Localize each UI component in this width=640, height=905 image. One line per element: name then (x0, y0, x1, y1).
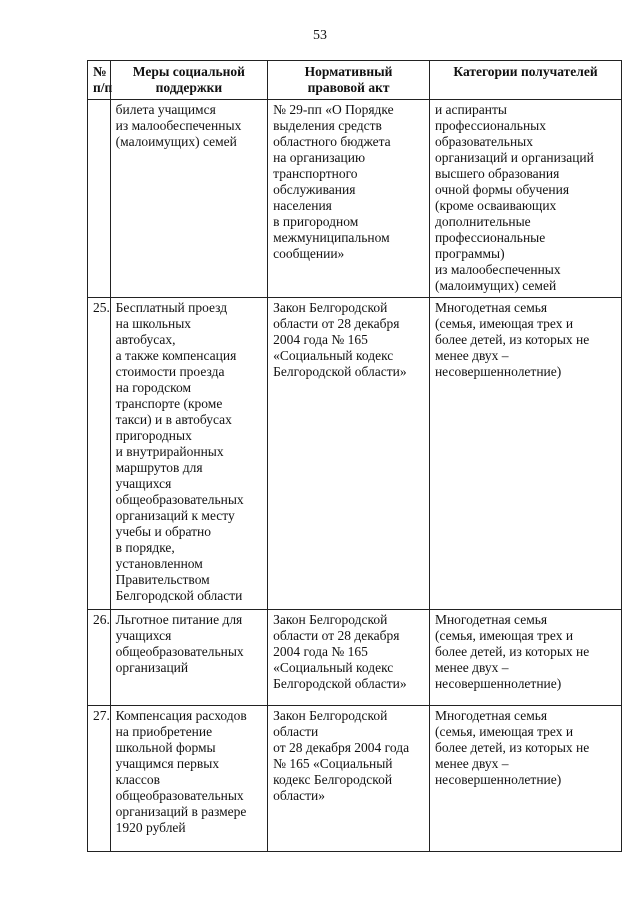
legal-act-cell (268, 610, 430, 706)
cell-text-line: области от 28 декабря (273, 316, 400, 331)
table-row (88, 610, 622, 706)
cell-text-line: транспортного (273, 166, 358, 181)
cell-text-line: 2004 года № 165 (273, 332, 368, 347)
cell-text-line: транспорте (кроме (115, 396, 223, 411)
cell-text-line: организаций (115, 660, 189, 675)
legal-act-cell (268, 298, 430, 610)
cell-text-line: и аспиранты (434, 102, 507, 117)
cell-text-line: несовершеннолетние) (434, 676, 562, 691)
social-support-table (87, 60, 622, 852)
cell-text-line: 2004 года № 165 (273, 644, 368, 659)
cell-text-line: маршрутов для (115, 460, 203, 475)
cell-text-line: области от 28 декабря (273, 628, 400, 643)
cell-text-line: Белгородской области» (273, 364, 407, 379)
cell-text-line: области» (273, 788, 326, 803)
header-legal-act (268, 61, 430, 100)
legal-act-cell (268, 100, 430, 298)
cell-text-line: очной формы обучения (434, 182, 570, 197)
cell-text-line: на приобретение (115, 724, 213, 739)
cell-text-line: менее двух – (434, 756, 509, 771)
cell-text-line: учебы и обратно (115, 524, 211, 539)
cell-text-line: на школьных (115, 316, 192, 331)
cell-text-line: несовершеннолетние) (434, 364, 562, 379)
cell-text-line: из малообеспеченных (115, 118, 242, 133)
cell-text-line: Закон Белгородской (273, 612, 388, 627)
support-measure-cell (110, 610, 268, 706)
cell-text-line: автобусах, (115, 332, 176, 347)
cell-text-line: менее двух – (434, 660, 509, 675)
cell-text-line: Компенсация расходов (115, 708, 247, 723)
support-measure-cell (110, 706, 268, 852)
header-line: Меры социальной (132, 64, 245, 79)
cell-text-line: в пригородном (273, 214, 359, 229)
cell-text-line: учащихся (115, 476, 172, 491)
cell-text-line: областного бюджета (273, 134, 391, 149)
cell-text-line: «Социальный кодекс (273, 348, 394, 363)
table-row (88, 706, 622, 852)
cell-text-line: высшего образования (434, 166, 560, 181)
cell-text-line: Белгородской области (115, 588, 243, 603)
table-header-row (88, 61, 622, 100)
cell-text-line: такси) и в автобусах (115, 412, 232, 427)
cell-text-line: несовершеннолетние) (434, 772, 562, 787)
cell-text-line: дополнительные (434, 214, 531, 229)
row-number: 27. (88, 706, 111, 852)
cell-text-line: программы) (434, 246, 505, 261)
cell-text-line: на городском (115, 380, 192, 395)
cell-text-line: в порядке, (115, 540, 175, 555)
table-row (88, 100, 622, 298)
cell-text-line: стоимости проезда (115, 364, 225, 379)
cell-text-line: общеобразовательных (115, 644, 244, 659)
cell-text-line: (малоимущих) семей (434, 278, 557, 293)
cell-text-line: (семья, имеющая трех и (434, 628, 574, 643)
cell-text-line: области (273, 724, 319, 739)
cell-text-line: организаций к месту (115, 508, 235, 523)
cell-text-line: Белгородской области» (273, 676, 407, 691)
cell-text-line: и внутрирайонных (115, 444, 224, 459)
cell-text-line: школьной формы (115, 740, 216, 755)
cell-text-line: профессиональных (434, 118, 546, 133)
header-number (88, 61, 111, 100)
cell-text-line: общеобразовательных (115, 492, 244, 507)
cell-text-line: Закон Белгородской (273, 708, 388, 723)
cell-text-line: межмуниципальном (273, 230, 390, 245)
recipient-category-cell (429, 706, 621, 852)
cell-text-line: образовательных (434, 134, 533, 149)
cell-text-line: кодекс Белгородской (273, 772, 393, 787)
cell-text-line: классов (115, 772, 161, 787)
cell-text-line: Бесплатный проезд (115, 300, 228, 315)
cell-text-line: выделения средств (273, 118, 382, 133)
support-measure-cell (110, 100, 268, 298)
cell-text-line: (семья, имеющая трех и (434, 316, 574, 331)
cell-text-line: № 29-пп «О Порядке (273, 102, 394, 117)
cell-text-line: менее двух – (434, 348, 509, 363)
cell-text-line: организаций и организаций (434, 150, 594, 165)
cell-text-line: а также компенсация (115, 348, 237, 363)
cell-text-line: учащихся (115, 628, 172, 643)
cell-text-line: Закон Белгородской (273, 300, 388, 315)
header-line: Категории получателей (453, 64, 598, 79)
cell-text-line: обслуживания (273, 182, 356, 197)
cell-text-line: «Социальный кодекс (273, 660, 394, 675)
page-number: 53 (313, 28, 327, 43)
header-line: п/п (93, 80, 113, 95)
support-measure-cell (110, 298, 268, 610)
cell-text-line: из малообеспеченных (434, 262, 561, 277)
cell-text-line: Правительством (115, 572, 210, 587)
cell-text-line: билета учащимся (115, 102, 216, 117)
header-measures (110, 61, 268, 100)
recipient-category-cell (429, 610, 621, 706)
header-line: правовой акт (307, 80, 390, 95)
cell-text-line: Многодетная семья (434, 300, 548, 315)
recipient-category-cell (429, 298, 621, 610)
cell-text-line: Льготное питание для (115, 612, 243, 627)
cell-text-line: более детей, из которых не (434, 644, 590, 659)
cell-text-line: пригородных (115, 428, 192, 443)
row-number: 26. (88, 610, 111, 706)
header-recipients (429, 61, 621, 100)
cell-text-line: более детей, из которых не (434, 332, 590, 347)
cell-text-line: № 165 «Социальный (273, 756, 393, 771)
header-line: Нормативный (304, 64, 393, 79)
cell-text-line: общеобразовательных (115, 788, 244, 803)
header-line: № (93, 64, 107, 79)
recipient-category-cell (429, 100, 621, 298)
cell-text-line: учащимся первых (115, 756, 220, 771)
cell-text-line: сообщении» (273, 246, 345, 261)
cell-text-line: Многодетная семья (434, 708, 548, 723)
cell-text-line: 1920 рублей (115, 820, 186, 835)
cell-text-line: от 28 декабря 2004 года (273, 740, 410, 755)
row-number: 25. (88, 298, 111, 610)
cell-text-line: Многодетная семья (434, 612, 548, 627)
cell-text-line: установленном (115, 556, 203, 571)
table-row (88, 298, 622, 610)
cell-text-line: (кроме осваивающих (434, 198, 557, 213)
cell-text-line: населения (273, 198, 332, 213)
cell-text-line: профессиональные (434, 230, 546, 245)
cell-text-line: на организацию (273, 150, 366, 165)
cell-text-line: (малоимущих) семей (115, 134, 237, 149)
cell-text-line: организаций в размере (115, 804, 247, 819)
cell-text-line: (семья, имеющая трех и (434, 724, 574, 739)
cell-text-line: более детей, из которых не (434, 740, 590, 755)
header-line: поддержки (155, 80, 223, 95)
legal-act-cell (268, 706, 430, 852)
row-number (88, 100, 111, 298)
